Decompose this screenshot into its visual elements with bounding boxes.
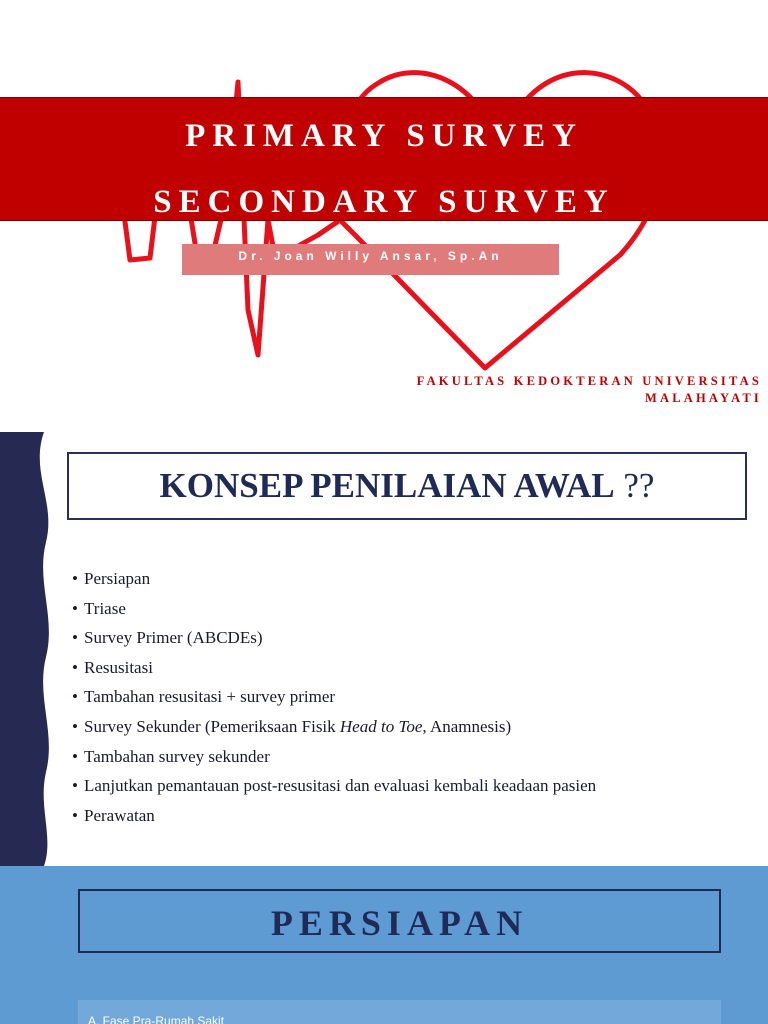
wavy-side-band [0, 432, 60, 866]
list-item: • Survey Primer (ABCDEs) [72, 628, 263, 648]
list-item: • Lanjutkan pemantauan post-resusitasi dan evaluasi kembali keadaan pasien [72, 776, 597, 796]
bullet-glyph: • [72, 628, 78, 648]
list-item: • Survey Sekunder (Pemeriksaan Fisik Head to Toe, Anamnesis) [72, 716, 512, 736]
heading-suffix: ?? [623, 466, 655, 505]
heading-box [67, 452, 747, 520]
bullet-list [72, 569, 596, 835]
heading-bold-text: KONSEP PENILAIAN AWAL [159, 466, 615, 505]
bullet-glyph: • [72, 716, 78, 736]
list-item: • Triase [72, 598, 126, 618]
list-item: • Persiapan [72, 569, 151, 588]
bullet-glyph: • [72, 687, 78, 707]
concept-slide [0, 432, 768, 866]
slide-heading [69, 466, 745, 506]
list-item: • Resusitasi [72, 657, 153, 677]
bullet-glyph: • [72, 776, 78, 796]
slide-heading: PERSIAPAN [270, 903, 529, 943]
title-slide [0, 0, 768, 432]
list-item: • Perawatan [72, 805, 155, 825]
slide-title-line2: SECONDARY SURVEY [153, 184, 615, 220]
list-item: • Tambahan survey sekunder [72, 746, 270, 766]
slide-title-line1: PRIMARY SURVEY [185, 118, 583, 154]
faculty-line1: FAKULTAS KEDOKTERAN UNIVERSITAS [416, 374, 762, 388]
bullet-glyph: • [72, 746, 78, 766]
title-band [0, 97, 768, 221]
preparation-slide [0, 866, 768, 1024]
heading-box [78, 889, 721, 953]
faculty-name [342, 373, 762, 407]
phase-label: A. Fase Pra-Rumah Sakit [88, 1014, 225, 1024]
content-bar [78, 1000, 721, 1024]
bullet-glyph: • [72, 657, 78, 677]
bullet-glyph: • [72, 569, 78, 588]
author-name: Dr. Joan Willy Ansar, Sp.An [238, 249, 503, 263]
list-item: • Tambahan resusitasi + survey primer [72, 687, 336, 707]
bullet-glyph: • [72, 805, 78, 825]
faculty-line2: MALAHAYATI [645, 391, 762, 405]
author-bar [182, 244, 559, 275]
bullet-glyph: • [72, 598, 78, 618]
